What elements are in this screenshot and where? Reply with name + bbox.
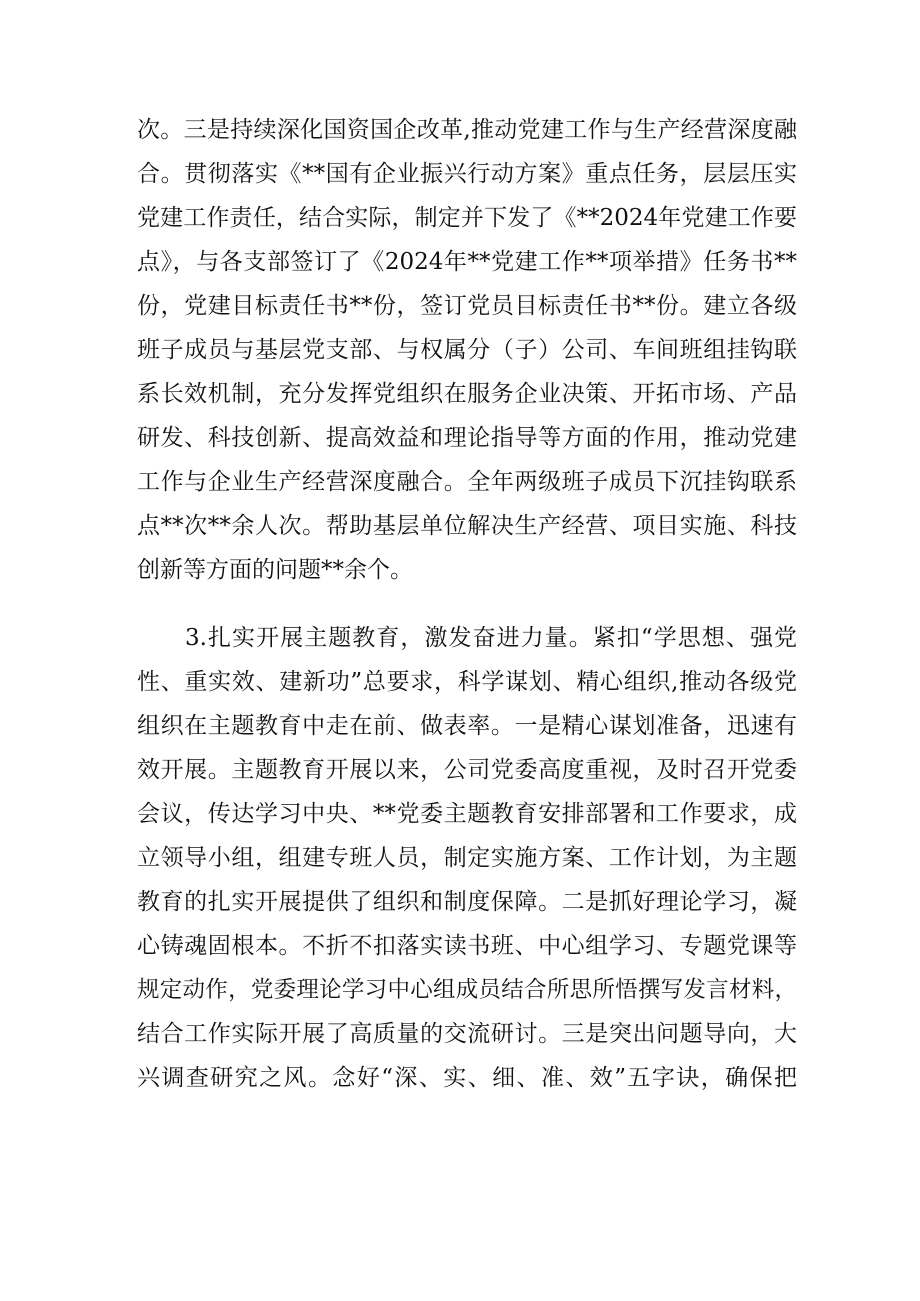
paragraph-1-line: 创新等方面的问题**余个。	[137, 557, 413, 583]
paragraph-1-line: 党建工作责任，结合实际，制定并下发了《**2024年党建工作要	[137, 205, 797, 231]
paragraph-2-line: 结合工作实际开展了高质量的交流研讨。三是突出问题导向，大	[137, 1021, 797, 1047]
paragraph-1-line: 份，党建目标责任书**份，签订党员目标责任书**份。建立各级	[137, 293, 797, 319]
paragraph-1-line: 研发、科技创新、提高效益和理论指导等方面的作用，推动党建	[137, 425, 797, 451]
paragraph-2-line: 会议，传达学习中央、**党委主题教育安排部署和工作要求，成	[137, 801, 797, 827]
paragraph-1-line: 合。贯彻落实《**国有企业振兴行动方案》重点任务，层层压实	[137, 161, 797, 187]
paragraph-2-line: 规定动作，党委理论学习中心组成员结合所思所悟撰写发言材料，	[137, 977, 797, 1003]
paragraph-2-line: 3.扎实开展主题教育，激发奋进力量。紧扣“学思想、强党	[185, 625, 797, 651]
paragraph-1-line: 次。三是持续深化国资国企改革,推动党建工作与生产经营深度融	[137, 117, 797, 143]
paragraph-2-line: 效开展。主题教育开展以来，公司党委高度重视，及时召开党委	[137, 757, 797, 783]
paragraph-1-line: 点**次**余人次。帮助基层单位解决生产经营、项目实施、科技	[137, 513, 797, 539]
paragraph-1-line: 工作与企业生产经营深度融合。全年两级班子成员下沉挂钩联系	[137, 469, 797, 495]
paragraph-2-line: 性、重实效、建新功”总要求，科学谋划、精心组织,推动各级党	[137, 669, 797, 695]
paragraph-2-line: 组织在主题教育中走在前、做表率。一是精心谋划准备，迅速有	[137, 713, 797, 739]
paragraph-1-line: 点》，与各支部签订了《2024年**党建工作**项举措》任务书**	[137, 249, 797, 275]
paragraph-1-line: 班子成员与基层党支部、与权属分（子）公司、车间班组挂钩联	[137, 337, 797, 363]
paragraph-2-line: 兴调查研究之风。念好“深、实、细、准、效”五字诀，确保把	[137, 1065, 797, 1091]
paragraph-1-line: 系长效机制，充分发挥党组织在服务企业决策、开拓市场、产品	[137, 381, 797, 407]
paragraph-2-line: 立领导小组，组建专班人员，制定实施方案、工作计划，为主题	[137, 845, 797, 871]
paragraph-2-line: 心铸魂固根本。不折不扣落实读书班、中心组学习、专题党课等	[137, 933, 797, 959]
paragraph-2-line: 教育的扎实开展提供了组织和制度保障。二是抓好理论学习，凝	[137, 889, 797, 915]
